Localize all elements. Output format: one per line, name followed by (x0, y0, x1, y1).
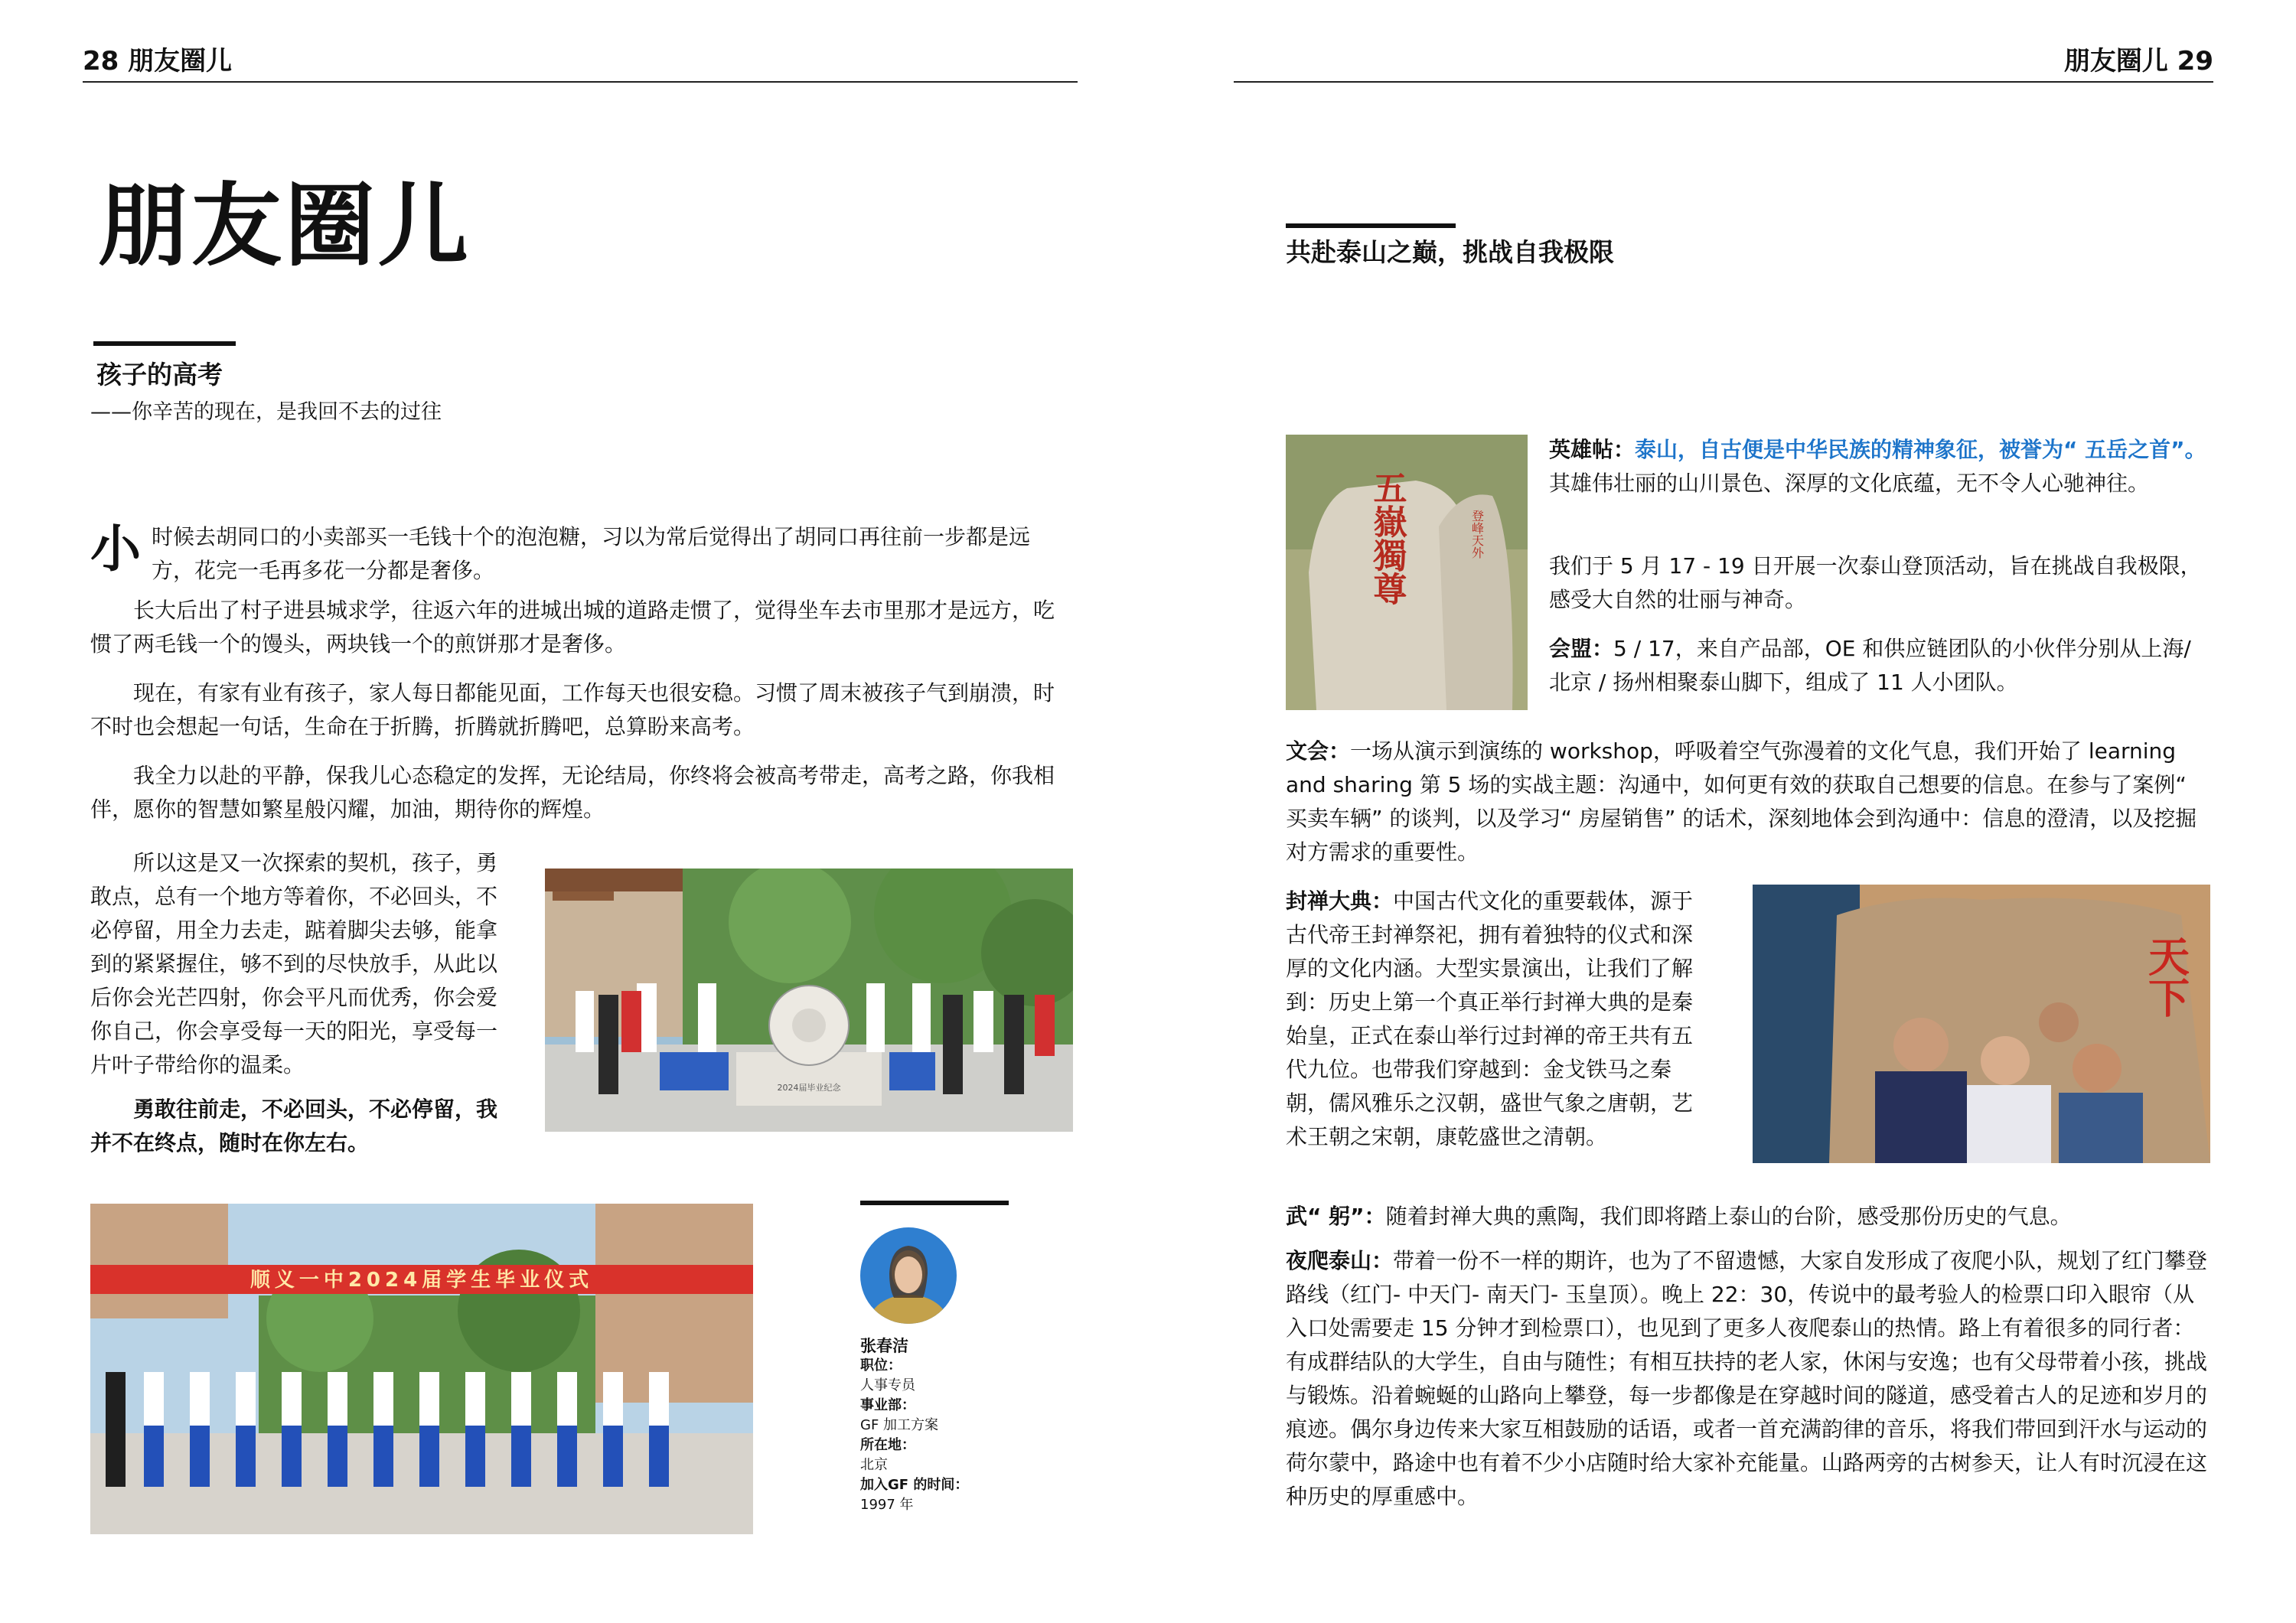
p1-heroes (1549, 433, 2212, 500)
section-bar (93, 341, 236, 346)
para2: 长大后出了村子进县城求学，往返六年的进城出城的道路走惯了，觉得坐车去市里那才是远方，吃惯了两毛钱一个的馒头，两块钱一个的煎饼那才是奢侈。 (90, 598, 1055, 657)
avatar (860, 1227, 957, 1324)
stone-inscription: 天下 (2141, 935, 2190, 1018)
dept-value: GF 加工方案 (860, 1417, 939, 1433)
author-name: 张春洁 (860, 1337, 908, 1355)
rock-inscription: 五嶽獨尊 (1367, 471, 1407, 605)
page-title: 朋友圈儿 (98, 173, 472, 279)
section-title-right: 共赴泰山之巅，挑战自我极限 (1286, 237, 1614, 267)
p4-text: 一场从演示到演练的 workshop，呼吸着空气弥漫着的文化气息，我们开始了 learning and sharing 第 5 场的实战主题：沟通中，如何更有效的获取自己想要的信息。在参与了案例“ 买卖车辆” 的谈判，以及学习“ 房屋销售” 的话术，深刻地体会到沟通中：信息的澄清，以及挖掘对方需求的重要性。 (1286, 738, 2197, 865)
p1-rest: 其雄伟壮丽的山川景色、深厚的文化底蕴，无不令人心驰神往。 (1549, 471, 2150, 496)
section-subtitle: ——你辛苦的现在，是我回不去的过往 (90, 400, 442, 424)
bio-bar (860, 1201, 1009, 1205)
section-title: 孩子的高考 (96, 360, 223, 389)
p6-text: 随着封禅大典的熏陶，我们即将踏上泰山的台阶，感受那份历史的气息。 (1385, 1204, 2072, 1229)
position-value: 人事专员 (860, 1377, 915, 1393)
sundial-inscription: 2024届毕业纪念 (777, 1083, 841, 1093)
para5: 所以这是又一次探索的契机，孩子，勇敢点，总有一个地方等着你，不必回头，不必停留，用全力去走，踮着脚尖去够，能拿到的紧紧握住，够不到的尽快放手，从此以后你会光芒四射，你会平凡而优秀，你会爱你自己，你会享受每一天的阳光，享受每一片叶子带给你的温柔。 (90, 850, 498, 1077)
photo-graduation-sundial (545, 869, 1073, 1132)
p6-label: 武“ 躬”： (1286, 1204, 1386, 1229)
para6-closing: 勇敢往前走，不必回头，不必停留，我并不在终点，随时在你左右。 (90, 1097, 498, 1155)
photo-taishan-group (1753, 885, 2210, 1163)
p6-martial (1286, 1200, 2213, 1234)
p5-label: 封禅大典： (1286, 888, 1394, 914)
para1-text: 时候去胡同口的小卖部买一毛钱十个的泡泡糖，习以为常后觉得出了胡同口再往前一步都是远方，花完一毛再多花一分都是奢侈。 (152, 524, 1031, 583)
p2-event: 我们于 5 月 17 - 19 日开展一次泰山登顶活动，旨在挑战自我极限，感受大自然的壮丽与神奇。 (1549, 553, 2202, 612)
para4: 我全力以赴的平静，保我儿心态稳定的发挥，无论结局，你终将会被高考带走，高考之路，你我相伴，愿你的智慧如繁星般闪耀，加油，期待你的辉煌。 (90, 763, 1055, 822)
header-rule-left (83, 81, 1078, 83)
photo-taishan-rock (1286, 435, 1528, 710)
p7-text: 带着一份不一样的期许，也为了不留遗憾，大家自发形成了夜爬小队，规划了红门攀登路线（红门- 中天门- 南天门- 玉皇顶）。晚上 22：30，传说中的最考验人的检票口印入眼帘（从入口处需要走 15 分钟才到检票口），也见到了更多人夜爬泰山的热情。路上有着很多的同行者：有成群结队的大学生，自由与随性；有相互扶持的老人家，休闲与安逸；也有父母带着小孩，挑战与锻炼。沿着蜿蜒的山路向上攀登，每一步都像是在穿越时间的隧道，感受着古人的足迹和岁月的痕迹。偶尔身边传来大家互相鼓励的话语，或者一首充满韵律的音乐，将我们带回到汗水与运动的荷尔蒙中，路途中也有着不少小店随时给大家补充能量。山路两旁的古树参天，让人有时沉浸在这种历史的厚重感中。 (1286, 1248, 2208, 1509)
p3-label: 会盟： (1549, 636, 1614, 661)
location-label: 所在地： (860, 1437, 915, 1453)
joined-value: 1997 年 (860, 1497, 914, 1513)
intro-paragraph (90, 520, 1061, 588)
banner-text: 顺义一中2024届学生毕业仪式 (249, 1269, 594, 1292)
author-bio (860, 1336, 1013, 1515)
p7-label: 夜爬泰山： (1286, 1248, 1394, 1273)
section-bar-right (1286, 223, 1456, 228)
para3: 现在，有家有业有孩子，家人每日都能见面，工作每天也很安稳。习惯了周末被孩子气到崩溃，时不时也会想起一句话，生命在于折腾，折腾就折腾吧，总算盼来高考。 (90, 680, 1055, 739)
page-number-right: 朋友圈儿 29 (2063, 46, 2213, 77)
p3-text: 5 / 17，来自产品部，OE 和供应链团队的小伙伴分别从上海/ 北京 / 扬州相聚泰山脚下，组成了 11 人小团队。 (1549, 636, 2191, 695)
p3-gathering (1549, 632, 2212, 699)
location-value: 北京 (860, 1457, 888, 1473)
p5-ceremony (1286, 885, 1708, 1154)
dept-label: 事业部： (860, 1397, 915, 1413)
p4-label: 文会： (1286, 738, 1351, 764)
p7-night-climb (1286, 1244, 2213, 1514)
joined-label: 加入GF 的时间： (860, 1477, 969, 1493)
p5-text: 中国古代文化的重要载体，源于古代帝王封禅祭祀，拥有着独特的仪式和深厚的文化内涵。大型实景演出，让我们了解到：历史上第一个真正举行封禅大典的是秦始皇，正式在泰山举行过封禅的帝王共有五代九位。也带我们穿越到：金戈铁马之秦朝，儒风雅乐之汉朝，盛世气象之唐朝，艺术王朝之宋朝，康乾盛世之清朝。 (1286, 888, 1694, 1149)
page-number-left: 28 朋友圈儿 (83, 46, 233, 77)
photo-graduation-ceremony (90, 1204, 753, 1534)
rock-small-inscription: 登峰天外 (1469, 510, 1485, 559)
header-rule-right (1234, 81, 2213, 83)
position-label: 职位： (860, 1357, 902, 1374)
p1-highlight: 泰山，自古便是中华民族的精神象征，被誉为“ 五岳之首”。 (1635, 437, 2206, 462)
p4-workshop (1286, 735, 2213, 869)
p1-label: 英雄帖： (1549, 437, 1636, 462)
dropcap: 小 (90, 520, 141, 578)
